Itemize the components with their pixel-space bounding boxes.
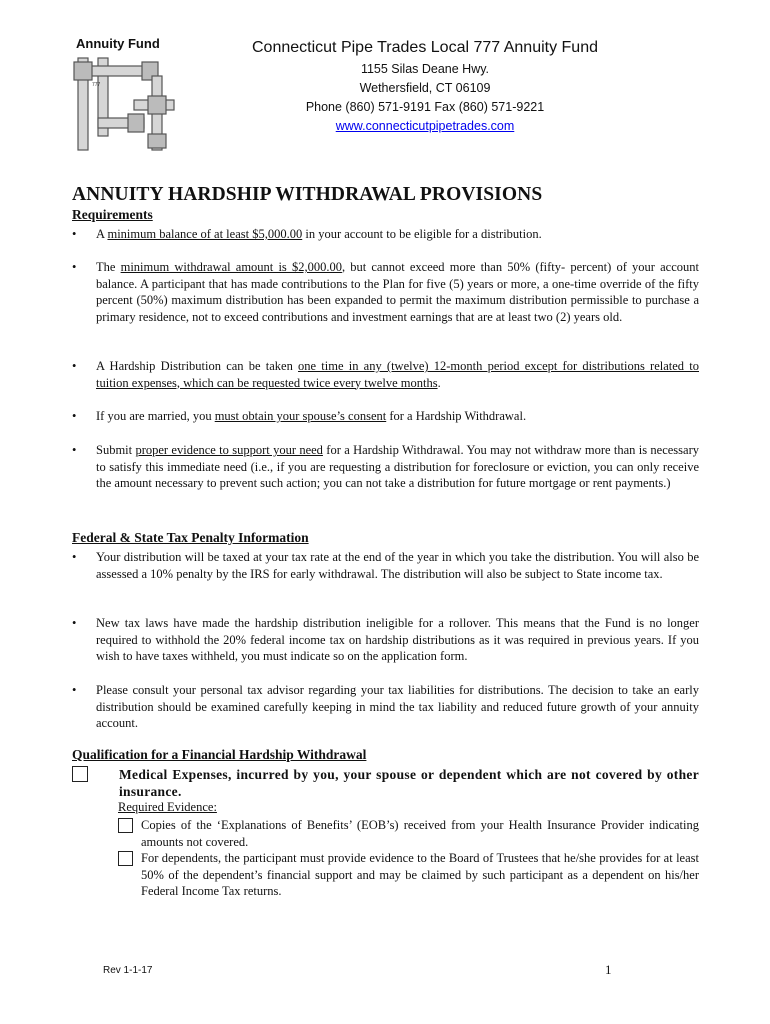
address-city: Wethersfield, CT 06109	[359, 81, 491, 95]
list-item: • Please consult your personal tax advisor regarding your tax liabilities for distributions. The decision to take an early distribution should be examined carefully keeping in mind the tax liability and reduced future growth of your annuity account.	[72, 683, 699, 730]
bullet-icon: •	[72, 359, 77, 373]
evidence-item: Copies of the ‘Explanations of Benefits’ (EOB’s) received from your Health Insurance Provider indicating amounts not covered.	[118, 817, 699, 850]
qualification-heading: Qualification for a Financial Hardship Withdrawal	[72, 747, 367, 762]
bullet-icon: •	[72, 227, 77, 241]
medical-expenses-label: Medical Expenses, incurred by you, your spouse or dependent which are not covered by other insurance.	[119, 767, 699, 799]
medical-expenses-option	[72, 766, 699, 800]
evidence-item: For dependents, the participant must provide evidence to the Board of Trustees that he/she provides for at least 50% of the dependent’s financial support and may be claimed by such participant as a dependent on his/her Federal Income Tax returns.	[118, 850, 699, 900]
svg-text:777: 777	[92, 82, 101, 88]
required-evidence-label: Required Evidence:	[118, 800, 217, 814]
annuity-fund-logo	[72, 36, 178, 154]
phone-fax: Phone (860) 571-9191 Fax (860) 571-9221	[305, 100, 545, 114]
bullet-icon: •	[72, 409, 77, 423]
org-name: Connecticut Pipe Trades Local 777 Annuity Fund	[252, 39, 598, 56]
list-item: • A Hardship Distribution can be taken one time in any (twelve) 12-month period except for distributions related to tuition expenses, which can be requested twice every twelve months.	[72, 359, 699, 390]
bullet-icon: •	[72, 550, 77, 564]
list-item: • Your distribution will be taxed at your tax rate at the end of the year in which you take the distribution. You will also be assessed a 10% penalty by the IRS for early withdrawal. The distribution will also be subject to State income tax.	[72, 550, 699, 581]
requirements-heading: Requirements	[72, 207, 153, 222]
bullet-icon: •	[72, 443, 77, 457]
medical-expenses-checkbox[interactable]	[72, 766, 88, 782]
bullet-icon: •	[72, 260, 77, 274]
website-link[interactable]: www.connecticutpipetrades.com	[335, 119, 515, 133]
bullet-icon: •	[72, 683, 77, 697]
eob-checkbox[interactable]	[118, 818, 133, 833]
list-item: • A minimum balance of at least $5,000.00 in your account to be eligible for a distribution.	[72, 227, 542, 241]
tax-heading: Federal & State Tax Penalty Information	[72, 530, 309, 545]
dependent-support-checkbox[interactable]	[118, 851, 133, 866]
revision-label: Rev 1-1-17	[103, 965, 153, 976]
page-number: 1	[605, 962, 612, 977]
bullet-icon: •	[72, 616, 77, 630]
list-item: • Submit proper evidence to support your need for a Hardship Withdrawal. You may not withdraw more than is necessary to satisfy this immediate need (i.e., if you are requesting a distribution for foreclosure or eviction, you can only receive the amount necessary to prevent such action; you can not take a distribution for future mortgage or rent payments.)	[72, 443, 699, 490]
list-item: • New tax laws have made the hardship distribution ineligible for a rollover. This means that the Fund is no longer required to withhold the 20% federal income tax on hardship distributions as it was required in previous years. If you wish to have taxes withheld, you must indicate so on the application form.	[72, 616, 699, 663]
page-title: ANNUITY HARDSHIP WITHDRAWAL PROVISIONS	[72, 184, 543, 205]
list-item: • The minimum withdrawal amount is $2,000.00, but cannot exceed more than 50% (fifty- percent) of your account balance. A participant that has made contributions to the Plan for five (5) years or more, a one-time override of the fifty percent (50%) maximum distribution has been expanded to permit the maximum distribution permissible to purchase a primary residence, not to exceed contributions and investment earnings that are at least two (2) years old.	[72, 260, 699, 324]
list-item: • If you are married, you must obtain your spouse’s consent for a Hardship Withdrawal.	[72, 409, 527, 423]
address-street: 1155 Silas Deane Hwy.	[360, 62, 490, 76]
pipe-logo-icon	[72, 52, 176, 152]
logo-title: Annuity Fund	[76, 36, 160, 51]
